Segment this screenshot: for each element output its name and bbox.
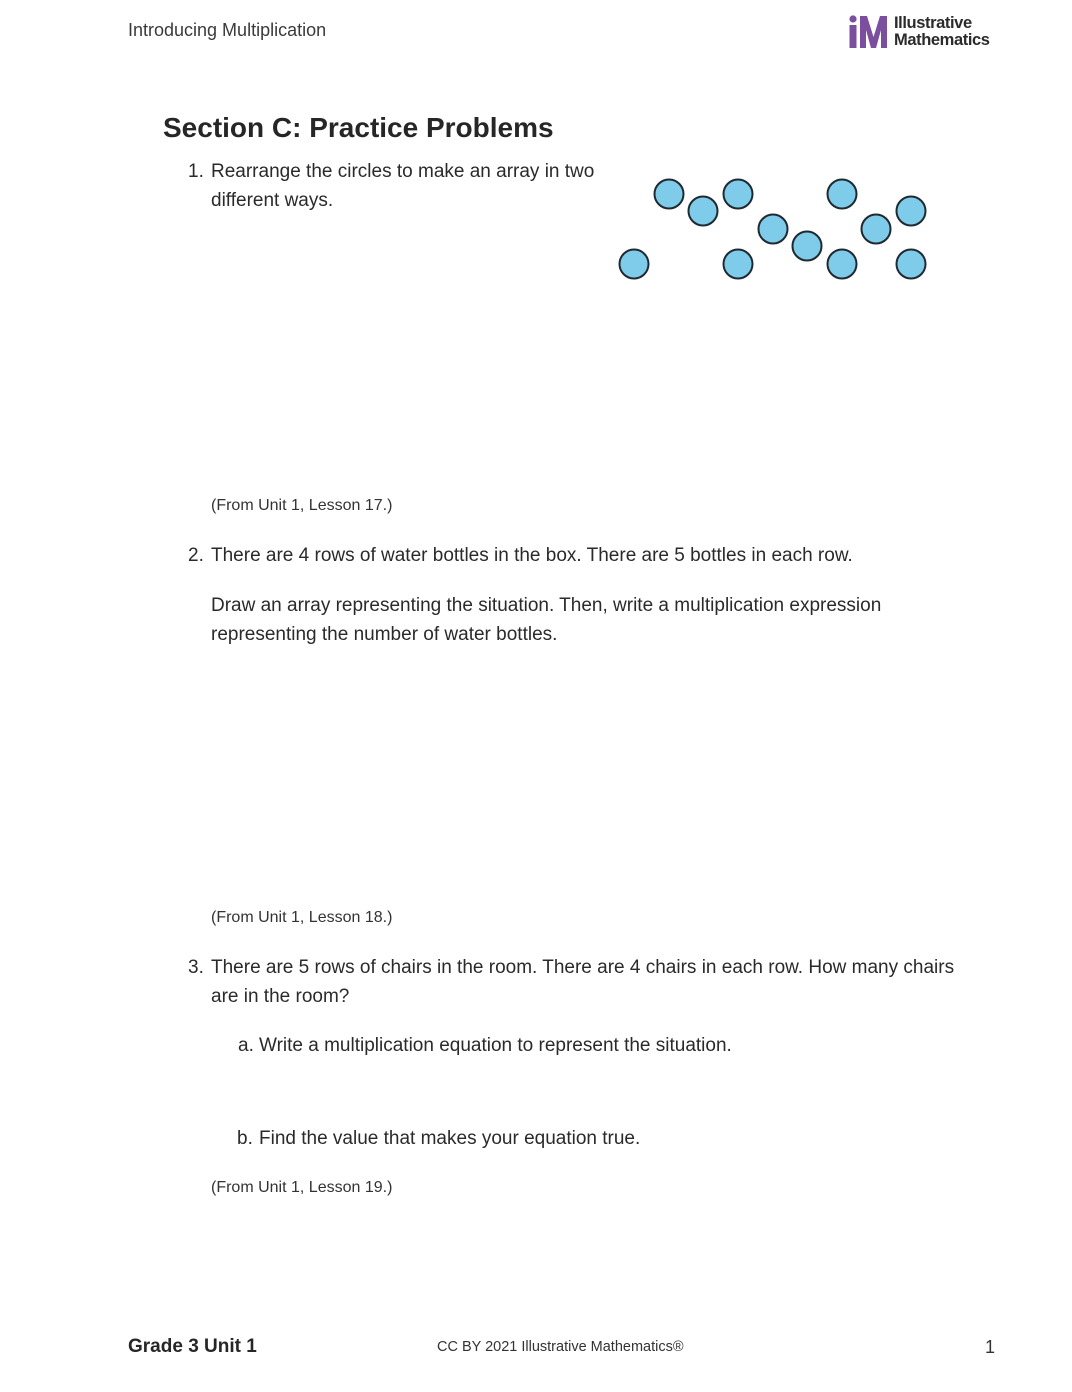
- problem-2-number: 2.: [188, 545, 204, 566]
- logo-wordmark: [894, 15, 990, 49]
- logo-line-2: Mathematics: [894, 31, 990, 49]
- problem-2-source: (From Unit 1, Lesson 18.): [211, 909, 393, 926]
- problem-3-number: 3.: [188, 957, 204, 978]
- problem-3-text: There are 5 rows of chairs in the room. There are 4 chairs in each row. How many chairs are in the room?: [211, 957, 955, 1007]
- problem-1-source: (From Unit 1, Lesson 17.): [211, 497, 393, 514]
- circle-5: [897, 197, 926, 226]
- page-number: 1: [985, 1337, 996, 1357]
- circle-7: [862, 215, 891, 244]
- scattered-circles-figure: [610, 172, 940, 282]
- circle-12: [897, 250, 926, 279]
- circle-3: [828, 180, 857, 209]
- circle-10: [724, 250, 753, 279]
- problem-3a-text: Write a multiplication equation to represent the situation.: [259, 1035, 732, 1056]
- problem-3b-text: Find the value that makes your equation true.: [259, 1128, 641, 1149]
- problem-3a-label: a.: [238, 1035, 254, 1056]
- footer-copyright: CC BY 2021 Illustrative Mathematics®: [437, 1339, 684, 1355]
- circle-8: [793, 232, 822, 261]
- problem-3b-label: b.: [237, 1128, 253, 1149]
- circle-4: [689, 197, 718, 226]
- problem-1-number: 1.: [188, 161, 204, 182]
- problem-2-instructions: Draw an array representing the situation. Then, write a multiplication expression representing the number of water bottles.: [211, 595, 882, 645]
- illustrative-mathematics-logo: [848, 14, 998, 52]
- section-title: Section C: Practice Problems: [163, 112, 554, 143]
- running-title: Introducing Multiplication: [128, 20, 327, 40]
- circle-2: [724, 180, 753, 209]
- im-logo-icon: [848, 15, 888, 49]
- problem-3-source: (From Unit 1, Lesson 19.): [211, 1179, 393, 1196]
- circle-9: [620, 250, 649, 279]
- problem-2-text: There are 4 rows of water bottles in the box. There are 5 bottles in each row.: [211, 545, 853, 566]
- logo-line-1: Illustrative: [894, 14, 972, 32]
- footer-grade-unit: Grade 3 Unit 1: [128, 1336, 257, 1357]
- circle-1: [655, 180, 684, 209]
- circle-11: [828, 250, 857, 279]
- problem-1-text: Rearrange the circles to make an array in two different ways.: [211, 161, 595, 211]
- circle-6: [759, 215, 788, 244]
